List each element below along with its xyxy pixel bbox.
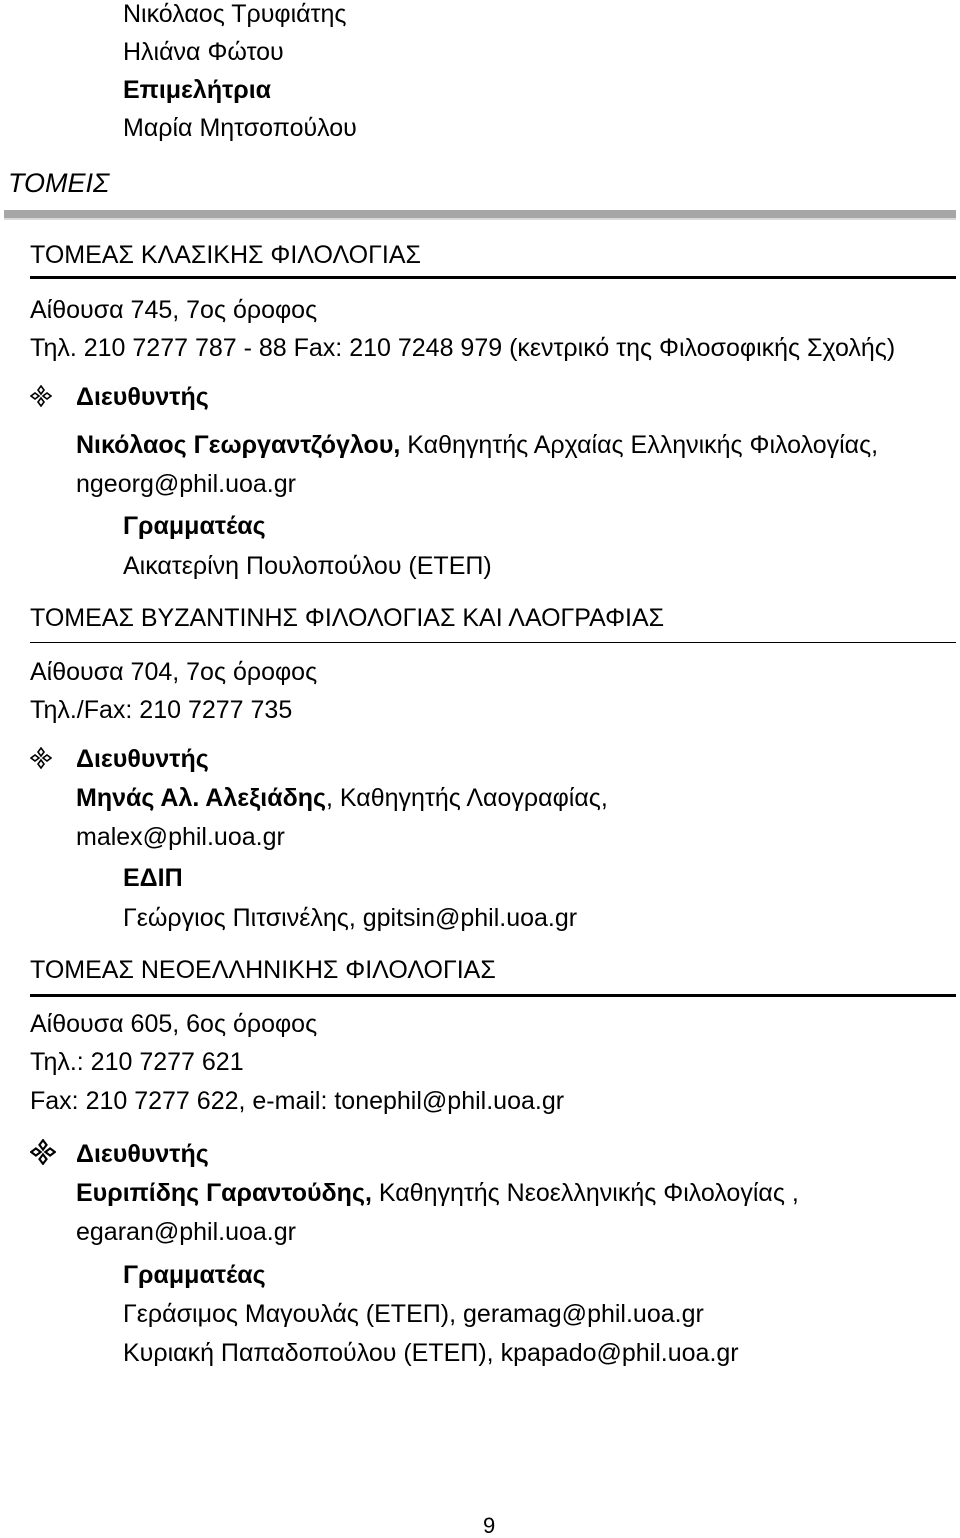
phone-info: Τηλ./Fax: 210 7277 735 bbox=[30, 696, 293, 724]
underline bbox=[30, 994, 956, 997]
department-title: ΤΟΜΕΑΣ ΚΛΑΣΙΚΗΣ ΦΙΛΟΛΟΓΙΑΣ bbox=[30, 241, 421, 269]
phone-info: Τηλ.: 210 7277 621 bbox=[30, 1048, 244, 1076]
secretary-name: Αικατερίνη Πουλοπούλου (ΕΤΕΠ) bbox=[123, 552, 492, 580]
director-email[interactable]: egaran@phil.uoa.gr bbox=[76, 1218, 296, 1246]
section-heading: ΤΟΜΕΙΣ bbox=[8, 168, 110, 198]
room-info: Αίθουσα 745, 7ος όροφος bbox=[30, 296, 318, 324]
edip-label: ΕΔΙΠ bbox=[123, 864, 183, 892]
role-label: Επιμελήτρια bbox=[123, 76, 272, 104]
director-title: , Καθηγητής Λαογραφίας, bbox=[326, 784, 608, 812]
director-line bbox=[76, 433, 878, 458]
underline bbox=[30, 642, 956, 643]
list-item: Νικόλαος Τρυφιάτης bbox=[123, 0, 347, 28]
diamond-bullet-icon bbox=[30, 385, 52, 407]
list-item: Ηλιάνα Φώτου bbox=[123, 38, 284, 66]
director-line bbox=[76, 1181, 799, 1206]
page-number: 9 bbox=[483, 1513, 496, 1538]
director-name: Μηνάς Αλ. Αλεξιάδης bbox=[76, 784, 327, 812]
secretary-label: Γραμματέας bbox=[123, 1261, 266, 1289]
director-email[interactable]: malex@phil.uoa.gr bbox=[76, 823, 285, 851]
director-email[interactable]: ngeorg@phil.uoa.gr bbox=[76, 470, 296, 498]
edip-name: Γεώργιος Πιτσινέλης, gpitsin@phil.uoa.gr bbox=[123, 904, 578, 932]
director-name: Ευριπίδης Γαραντούδης, bbox=[76, 1179, 372, 1207]
diamond-bullet-icon bbox=[30, 1139, 56, 1165]
director-label: Διευθυντής bbox=[76, 1140, 209, 1168]
director-label: Διευθυντής bbox=[76, 745, 209, 773]
phone-info: Τηλ. 210 7277 787 - 88 Fax: 210 7248 979 (κεντρικό της Φιλοσοφικής Σχολής) bbox=[30, 334, 896, 362]
fax-info: Fax: 210 7277 622, e-mail: tonephil@phil.uoa.gr bbox=[30, 1087, 565, 1115]
room-info: Αίθουσα 605, 6ος όροφος bbox=[30, 1010, 318, 1038]
department-title: ΤΟΜΕΑΣ ΒΥΖΑΝΤΙΝΗΣ ΦΙΛΟΛΟΓΙΑΣ ΚΑΙ ΛΑΟΓΡΑΦΙΑΣ bbox=[30, 604, 665, 632]
director-label: Διευθυντής bbox=[76, 383, 209, 411]
director-title: Καθηγητής Αρχαίας Ελληνικής Φιλολογίας, bbox=[400, 431, 879, 459]
secretary-label: Γραμματέας bbox=[123, 512, 266, 540]
secretary-name: Γεράσιμος Μαγουλάς (ΕΤΕΠ), geramag@phil.uoa.gr bbox=[123, 1300, 704, 1328]
secretary-name: Κυριακή Παπαδοπούλου (ΕΤΕΠ), kpapado@phil.uoa.gr bbox=[123, 1339, 739, 1367]
divider bbox=[4, 218, 956, 220]
department-title: ΤΟΜΕΑΣ ΝΕΟΕΛΛΗΝΙΚΗΣ ΦΙΛΟΛΟΓΙΑΣ bbox=[30, 956, 496, 984]
divider bbox=[4, 210, 956, 218]
director-name: Νικόλαος Γεωργαντζόγλου, bbox=[76, 431, 401, 459]
room-info: Αίθουσα 704, 7ος όροφος bbox=[30, 658, 318, 686]
list-item: Μαρία Μητσοπούλου bbox=[123, 114, 357, 142]
director-line bbox=[76, 786, 608, 811]
diamond-bullet-icon bbox=[30, 747, 52, 769]
director-title: Καθηγητής Νεοελληνικής Φιλολογίας , bbox=[371, 1179, 799, 1207]
underline bbox=[30, 276, 956, 279]
